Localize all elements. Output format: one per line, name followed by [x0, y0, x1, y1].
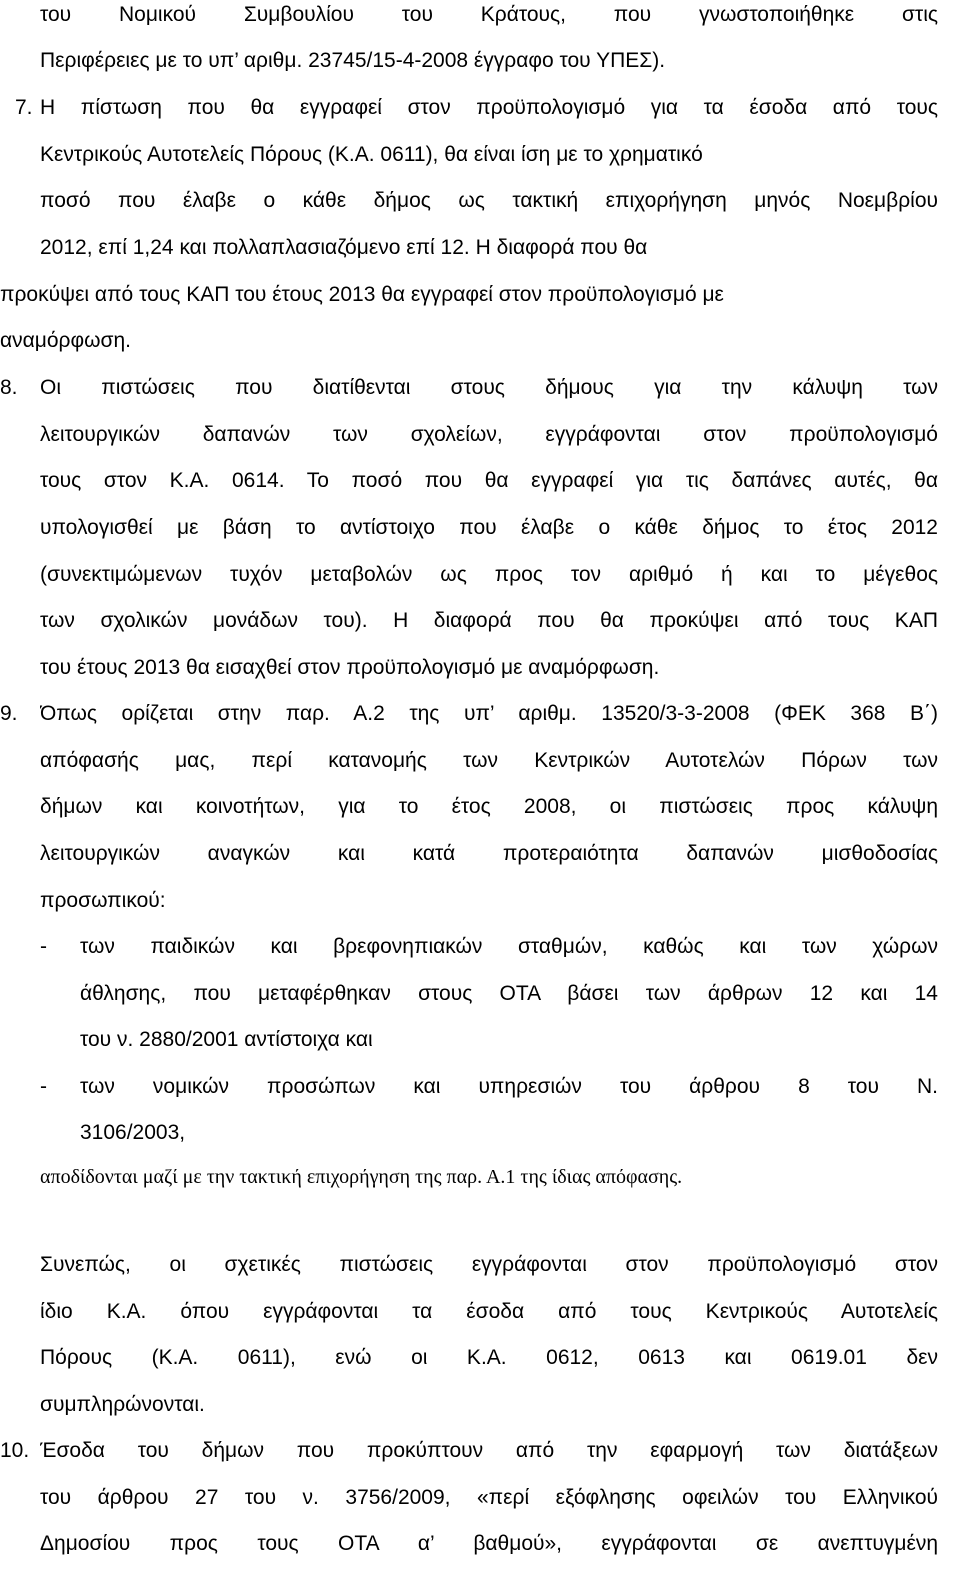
item-9-line-5: προσωπικού:	[40, 889, 166, 912]
bullet-2-dash: -	[40, 1075, 47, 1098]
item-8-line-6: των σχολικών μονάδων του). Η διαφορά που θα προκύψει από τους ΚΑΠ	[40, 609, 938, 632]
item-8-line-3: τους στον Κ.Α. 0614. Το ποσό που θα εγγραφεί για τις δαπάνες αυτές, θα	[40, 469, 938, 492]
bullet-1-line-2: άθλησης, που μεταφέρθηκαν στους ΟΤΑ βάσει των άρθρων 12 και 14	[80, 982, 938, 1005]
item-8-line-5: (συνεκτιμώμενων τυχόν μεταβολών ως προς τον αριθμό ή και το μέγεθος	[40, 563, 938, 586]
item-7-line-3: ποσό που έλαβε ο κάθε δήμος ως τακτική επιχορήγηση μηνός Νοεμβρίου	[40, 189, 938, 212]
item-10-number: 10.	[0, 1439, 30, 1462]
consequently-line-3: Πόρους (Κ.Α. 0611), ενώ οι Κ.Α. 0612, 0613 και 0619.01 δεν	[40, 1346, 938, 1369]
item-7-line-5: προκύψει από τους ΚΑΠ του έτους 2013 θα εγγραφεί στον προϋπολογισμό με	[0, 283, 724, 306]
item-7-line-2: Κεντρικούς Αυτοτελείς Πόρους (Κ.Α. 0611), θα είναι ίση με το χρηματικό	[40, 143, 703, 166]
item-8-line-4: υπολογισθεί με βάση το αντίστοιχο που έλαβε ο κάθε δήμος το έτος 2012	[40, 516, 938, 539]
continuation-line-2: Περιφέρειες με το υπ’ αριθμ. 23745/15-4-2008 έγγραφο του ΥΠΕΣ).	[40, 49, 666, 72]
item-9-line-1: Όπως ορίζεται στην παρ. Α.2 της υπ’ αριθμ. 13520/3-3-2008 (ΦΕΚ 368 Β΄)	[40, 702, 938, 725]
item-8-number: 8.	[0, 376, 18, 399]
continuation-line-1: του Νομικού Συμβουλίου του Κράτους, που γνωστοποιήθηκε στις	[40, 3, 938, 26]
item-8-line-2: λειτουργικών δαπανών των σχολείων, εγγράφονται στον προϋπολογισμό	[40, 423, 938, 446]
consequently-line-1: Συνεπώς, οι σχετικές πιστώσεις εγγράφονται στον προϋπολογισμό στον	[40, 1253, 938, 1276]
item-7-line-1: Η πίστωση που θα εγγραφεί στον προϋπολογισμό για τα έσοδα από τους	[40, 96, 938, 119]
item-7-line-2-part-1	[40, 140, 703, 170]
item-9-line-3: δήμων και κοινοτήτων, για το έτος 2008, οι πιστώσεις προς κάλυψη	[40, 795, 938, 818]
item-8-line-1: Οι πιστώσεις που διατίθενται στους δήμους για την κάλυψη των	[40, 376, 938, 399]
bullet-1-line-1: των παιδικών και βρεφονηπιακών σταθμών, καθώς και των χώρων	[80, 935, 938, 958]
bullet-2-line-1: των νομικών προσώπων και υπηρεσιών του άρθρου 8 του Ν.	[80, 1075, 938, 1098]
item-7-number: 7.	[15, 96, 33, 119]
bullet-2-line-2: 3106/2003,	[80, 1121, 186, 1144]
consequently-line-4: συμπληρώνονται.	[40, 1393, 205, 1416]
item-9-line-2: απόφασής μας, περί κατανομής των Κεντρικών Αυτοτελών Πόρων των	[40, 749, 938, 772]
item-7-line-4: 2012, επί 1,24 και πολλαπλασιαζόμενο επί 12. Η διαφορά που θα	[40, 236, 648, 259]
item-10-line-3: Δημοσίου προς τους ΟΤΑ α’ βαθμού», εγγράφονται σε ανεπτυγμένη	[40, 1532, 938, 1555]
bullet-1-dash: -	[40, 935, 47, 958]
item-9-closing: αποδίδονται μαζί με την τακτική επιχορήγηση της παρ. Α.1 της ίδιας απόφασης.	[40, 1166, 683, 1188]
item-9-line-4: λειτουργικών αναγκών και κατά προτεραιότητα δαπανών μισθοδοσίας	[40, 842, 938, 865]
consequently-line-2: ίδιο Κ.Α. όπου εγγράφονται τα έσοδα από τους Κεντρικούς Αυτοτελείς	[40, 1300, 938, 1323]
bullet-1-line-3: του ν. 2880/2001 αντίστοιχα και	[80, 1028, 373, 1051]
item-10-line-2: του άρθρου 27 του ν. 3756/2009, «περί εξόφλησης οφειλών του Ελληνικού	[40, 1486, 938, 1509]
item-10-line-1: Έσοδα του δήμων που προκύπτουν από την εφαρμογή των διατάξεων	[40, 1439, 938, 1462]
item-9-number: 9.	[0, 702, 18, 725]
item-8-line-7: του έτους 2013 θα εισαχθεί στον προϋπολογισμό με αναμόρφωση.	[40, 656, 660, 679]
item-7-line-6: αναμόρφωση.	[0, 329, 131, 352]
